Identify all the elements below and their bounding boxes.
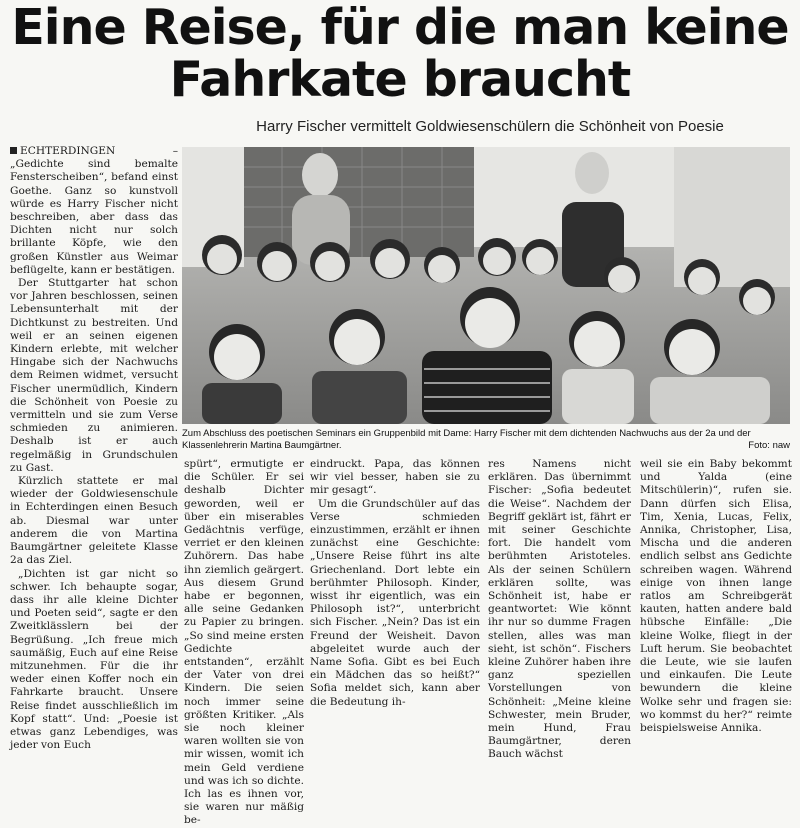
subheadline: Harry Fischer vermittelt Goldwiesenschülern die Schönheit von Poesie [256, 118, 724, 135]
article-paragraph: eindruckt. Papa, das können wir viel besser, haben sie zu mir gesagt“. [310, 458, 480, 497]
article-paragraph: weil sie ein Baby bekommt und Yalda (eine Mitschülerin)“, rufen sie. Dann dürfen sich Elisa, Tim, Xenia, Lucas, Felix, Annika, Christopher, Lisa, Mischa und die anderen endlich selbst ans Gedichte schreiben wagen. Während einige von ihnen lange ratlos am Schreibgerät kauten, hatten andere bald hübsche Einfälle: „Die kleine Wolke, fliegt in der Luft herum. Sie beobachtet die Leute, wie sie laufen und einkaufen. Die Leute bewundern die kleine Wolke sehr und fragen sie: wo kommst du her?“ reimte beispielsweise Annika. [640, 458, 792, 735]
caption-text: Zum Abschluss des poetischen Seminars ein Gruppenbild mit Dame: Harry Fischer mit dem dichtenden Nachwuchs aus der 2a und der Klassenlehrerin Martina Baumgärtner. [182, 428, 751, 451]
article-paragraph: ECHTERDINGEN – „Gedichte sind bemalte Fensterscheiben“, befand einst Goethe. Ganz so kunstvoll würde es Harry Fischer nicht beschreiben, aber dass das Dichten nicht nur solch brillante Köpfe, wie den großen Künstler aus Weimar beflügelte, kann er bestätigen. [10, 145, 178, 276]
photo-credit: Foto: naw [748, 440, 790, 451]
group-photo-image [182, 147, 790, 424]
article-paragraph: Der Stuttgarter hat schon vor Jahren beschlossen, seinen Lebensunterhalt mit der Dichtkunst zu bestreiten. Und weil er an seinen eigenen Kindern erlebte, mit welcher Hingabe sich der Nachwuchs dem Reimen widmet, versucht Fischer unermüdlich, Kindern die Schönheit von Poesie zu vermitteln und sie zum Verse schmieden zu animieren. Deshalb ist er auch regelmäßig in Grundschulen zu Gast. [10, 277, 178, 474]
group-photo [182, 147, 790, 424]
headline: Eine Reise, für die man keine Fahrkate braucht [11, 0, 789, 108]
article-column-2 [184, 458, 304, 827]
article-column-5 [640, 458, 792, 735]
photo-caption [182, 428, 790, 452]
dateline-square-icon [10, 147, 17, 154]
article-paragraph: res Namens nicht erklären. Das übernimmt Fischer: „Sofia bedeutet die Weise“. Nachdem der Begriff geklärt ist, fährt er mit seiner Geschichte fort. Die handelt vom berühmten Aristoteles. Als der seinen Schülern erklären sollte, was Schönheit ist, habe er geantwortet: Wie könnt ihr nur so dumme Fragen stellen, alles was man sieht, ist schön“. Fischers kleine Zuhörer haben ihre ganz speziellen Vorstellungen von Schönheit: „Meine kleine Schwester, mein Bruder, mein Hund, Frau Baumgärtner, deren Bauch wächst [488, 458, 631, 761]
article-paragraph: „Dichten ist gar nicht so schwer. Ich behaupte sogar, dass ihr alle kleine Dichter und Poeten seid“, sagte er den Zweitklässlern bei der Begrüßung. „Ich freue mich saumäßig, Euch auf eine Reise mitzunehmen. Für die ihr weder einen Koffer noch ein Fahrkarte braucht. Unsere Reise findet ausschließlich im Kopf statt“. Und: „Poesie ist etwas ganz Lebendiges, was jeder von Euch [10, 567, 178, 752]
article-column-3 [310, 458, 480, 708]
article-paragraph: Kürzlich stattete er mal wieder der Goldwiesenschule in Echterdingen einen Besuch ab. Diesmal war unter anderem die von Martina Baumgärtner geleitete Klasse 2a das Ziel. [10, 475, 178, 567]
article-column-1 [10, 145, 178, 752]
article-paragraph: Um die Grundschüler auf das Verse schmieden einzustimmen, erzählt er ihnen zunächst eine Geschichte: „Unsere Reise führt ins alte Griechenland. Dort lebte ein berühmter Philosoph. Kinder, wisst ihr eigentlich, was ein Philosoph ist?“, unterbricht sich Fischer. „Nein? Das ist ein Freund der Weisheit. Davon abgeleitet wurde auch der Name Sofia. Gibt es bei Euch ein Mädchen das so heißt?“ Sofia meldet sich, kann aber die Bedeutung ih- [310, 497, 480, 708]
article-paragraph: spürt“, ermutigte er die Schüler. Er sei deshalb Dichter geworden, weil er über ein miserables Gedächtnis verfüge, verriet er den kleinen Zuhörern. Das habe ihn ziemlich geärgert. Aus diesem Grund habe er begonnen, alle seine Gedanken zu Papier zu bringen. „So sind meine ersten Gedichte entstanden“, erzählt der Vater von drei Kindern. Die seien noch immer seine größten Kritiker. „Als sie noch kleiner waren wollten sie von mir wissen, womit ich mein Geld verdiene und was ich so dichte. Ich las es ihnen vor, sie waren nur mäßig be- [184, 458, 304, 827]
article-column-4 [488, 458, 631, 761]
